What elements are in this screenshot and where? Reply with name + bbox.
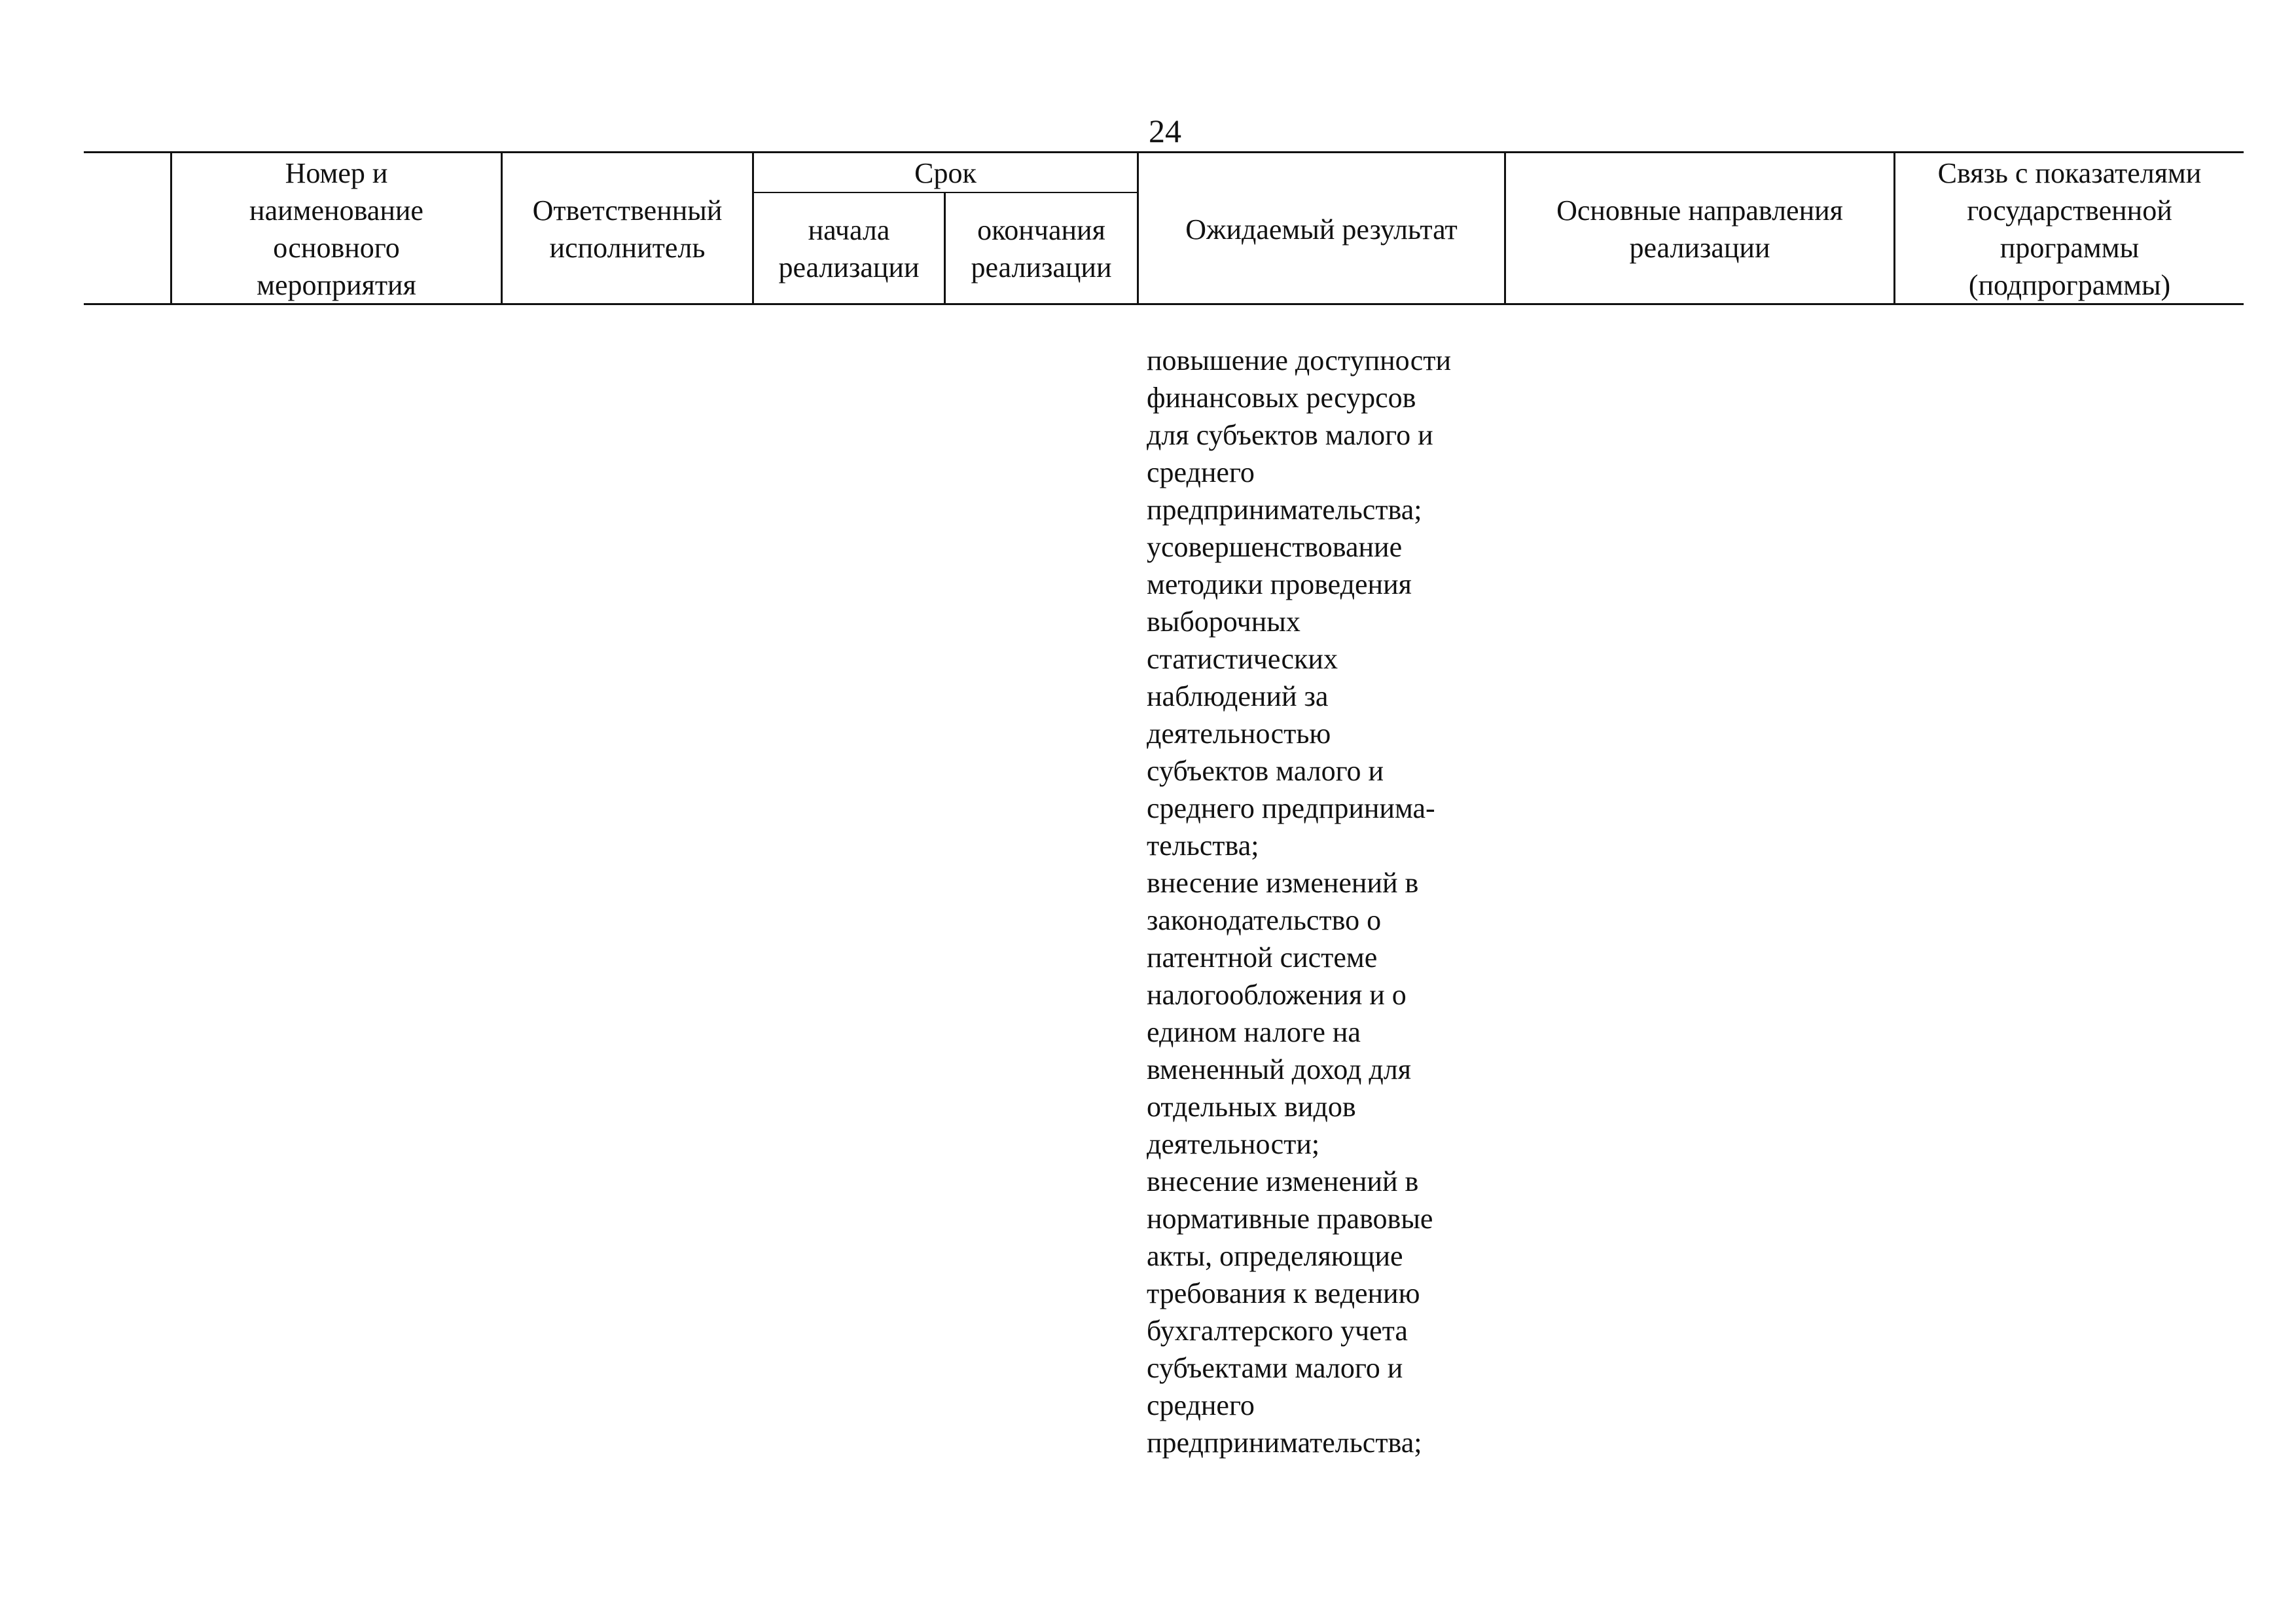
header-expected-result-text: Ожидаемый результат (1185, 213, 1458, 246)
header-main-directions (1506, 155, 1893, 304)
header-number-name (172, 155, 501, 304)
header-number-name-text: Номер и наименование основного мероприятия (249, 157, 423, 301)
header-link-indicators-text: Связь с показателями государственной программы (подпрограммы) (1937, 157, 2202, 301)
header-expected-result (1139, 155, 1504, 304)
header-term-start-text: начала реализации (778, 213, 920, 283)
header-responsible-text: Ответственный исполнитель (532, 194, 723, 264)
header-term-text: Срок (914, 157, 977, 189)
header-responsible (503, 155, 752, 304)
header-term-end-text: окончания реализации (971, 213, 1112, 283)
header-term (754, 155, 1137, 192)
page-number: 24 (1149, 113, 1181, 149)
term-divider (753, 192, 1139, 193)
header-link-indicators (1895, 155, 2244, 304)
header-main-directions-text: Основные направления реализации (1556, 194, 1843, 264)
header-term-start (754, 194, 944, 303)
header-term-end (946, 194, 1137, 303)
header-top-rule (84, 151, 2244, 153)
expected-result-cell: повышение доступности финансовых ресурсов для субъектов малого и среднего предпринимательства; усовершенствование методики проведения выборочных статистических наблюдений за деятельностью субъектов малого и среднего предпринима- тельства; внесение изменений в законодательство о патентной системе налогообложения и о едином налоге на вмененный доход для отдельных видов деятельности; внесение изменений в нормативные правовые акты, определяющие требования к ведению бухгалтерского учета субъектами малого и среднего предпринимательства; (1147, 344, 1452, 1459)
